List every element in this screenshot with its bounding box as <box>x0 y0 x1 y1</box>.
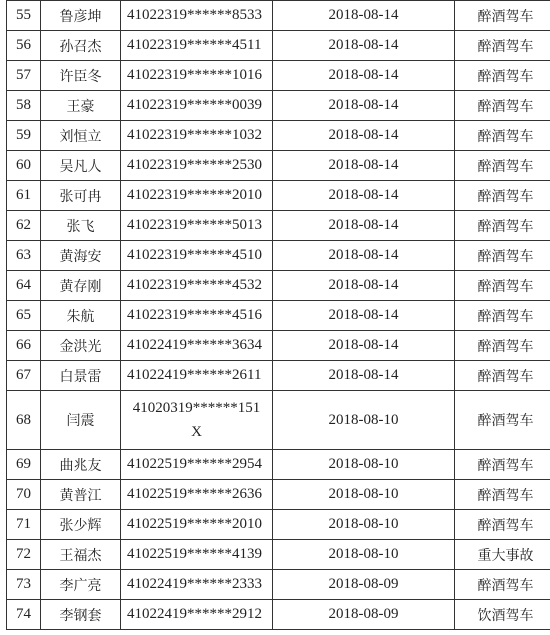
row-number: 72 <box>7 540 41 570</box>
violation-type: 醉酒驾车 <box>455 91 550 121</box>
id-number: 41022319******1032 <box>121 121 273 151</box>
violation-type: 醉酒驾车 <box>455 480 550 510</box>
id-number: 41022319******2530 <box>121 151 273 181</box>
id-number: 41022319******4511 <box>121 31 273 61</box>
violation-type: 醉酒驾车 <box>455 301 550 331</box>
id-number: 41022319******8533 <box>121 1 273 31</box>
table-row <box>7 331 550 361</box>
record-date: 2018-08-14 <box>273 121 455 151</box>
person-name: 许臣冬 <box>41 61 121 91</box>
row-number: 71 <box>7 510 41 540</box>
person-name: 张可冉 <box>41 181 121 211</box>
row-number: 56 <box>7 31 41 61</box>
id-number: 41022319******5013 <box>121 211 273 241</box>
row-number: 55 <box>7 1 41 31</box>
person-name: 朱航 <box>41 301 121 331</box>
id-number: 41022419******2912 <box>121 600 273 630</box>
violation-type: 醉酒驾车 <box>455 510 550 540</box>
person-name: 黄存刚 <box>41 271 121 301</box>
violation-type: 醉酒驾车 <box>455 391 550 450</box>
row-number: 58 <box>7 91 41 121</box>
record-date: 2018-08-14 <box>273 301 455 331</box>
id-number: 41022319******0039 <box>121 91 273 121</box>
table-row <box>7 121 550 151</box>
person-name: 曲兆友 <box>41 450 121 480</box>
table-row <box>7 211 550 241</box>
person-name: 王福杰 <box>41 540 121 570</box>
id-number: 41022319******2010 <box>121 181 273 211</box>
table-row <box>7 480 550 510</box>
record-date: 2018-08-14 <box>273 31 455 61</box>
violation-type: 醉酒驾车 <box>455 570 550 600</box>
person-name: 孙召杰 <box>41 31 121 61</box>
row-number: 68 <box>7 391 41 450</box>
person-name: 黄普江 <box>41 480 121 510</box>
violation-type: 饮酒驾车 <box>455 600 550 630</box>
row-number: 61 <box>7 181 41 211</box>
row-number: 70 <box>7 480 41 510</box>
record-date: 2018-08-14 <box>273 331 455 361</box>
record-date: 2018-08-09 <box>273 600 455 630</box>
violation-type: 醉酒驾车 <box>455 1 550 31</box>
row-number: 65 <box>7 301 41 331</box>
table-row <box>7 271 550 301</box>
table-row <box>7 151 550 181</box>
id-number: 41022319******4516 <box>121 301 273 331</box>
violation-type: 醉酒驾车 <box>455 211 550 241</box>
table-row <box>7 450 550 480</box>
row-number: 69 <box>7 450 41 480</box>
violation-type: 醉酒驾车 <box>455 271 550 301</box>
record-date: 2018-08-14 <box>273 181 455 211</box>
row-number: 73 <box>7 570 41 600</box>
record-date: 2018-08-10 <box>273 540 455 570</box>
record-date: 2018-08-10 <box>273 391 455 450</box>
violation-type: 醉酒驾车 <box>455 151 550 181</box>
record-date: 2018-08-09 <box>273 570 455 600</box>
table-row <box>7 181 550 211</box>
violation-type: 醉酒驾车 <box>455 241 550 271</box>
record-date: 2018-08-10 <box>273 480 455 510</box>
id-number-line-2: X <box>191 424 202 440</box>
id-number: 41022519******2636 <box>121 480 273 510</box>
row-number: 67 <box>7 361 41 391</box>
person-name: 闫震 <box>41 391 121 450</box>
row-number: 59 <box>7 121 41 151</box>
person-name: 白景雷 <box>41 361 121 391</box>
table-row <box>7 1 550 31</box>
violation-type: 醉酒驾车 <box>455 61 550 91</box>
table-row <box>7 61 550 91</box>
id-number: 41022319******1016 <box>121 61 273 91</box>
record-date: 2018-08-14 <box>273 361 455 391</box>
record-date: 2018-08-14 <box>273 1 455 31</box>
person-name: 金洪光 <box>41 331 121 361</box>
table-row <box>7 31 550 61</box>
person-name: 张飞 <box>41 211 121 241</box>
person-name: 张少辉 <box>41 510 121 540</box>
violation-type: 醉酒驾车 <box>455 361 550 391</box>
record-table <box>6 0 550 630</box>
table-row <box>7 91 550 121</box>
violation-type: 醉酒驾车 <box>455 121 550 151</box>
id-number: 41022519******4139 <box>121 540 273 570</box>
table-row <box>7 540 550 570</box>
record-date: 2018-08-14 <box>273 91 455 121</box>
person-name: 刘恒立 <box>41 121 121 151</box>
violation-type: 醉酒驾车 <box>455 450 550 480</box>
person-name: 李广亮 <box>41 570 121 600</box>
table-row <box>7 241 550 271</box>
row-number: 64 <box>7 271 41 301</box>
record-table-body <box>7 1 550 630</box>
violation-type: 醉酒驾车 <box>455 31 550 61</box>
id-number: 41022319******4532 <box>121 271 273 301</box>
row-number: 60 <box>7 151 41 181</box>
violation-type: 重大事故 <box>455 540 550 570</box>
table-row <box>7 361 550 391</box>
id-number: 41022419******2333 <box>121 570 273 600</box>
row-number: 66 <box>7 331 41 361</box>
table-row <box>7 570 550 600</box>
record-date: 2018-08-14 <box>273 271 455 301</box>
person-name: 鲁彦坤 <box>41 1 121 31</box>
id-number: 41022419******3634 <box>121 331 273 361</box>
id-number: 41022419******2611 <box>121 361 273 391</box>
record-date: 2018-08-14 <box>273 241 455 271</box>
record-date: 2018-08-14 <box>273 211 455 241</box>
person-name: 黄海安 <box>41 241 121 271</box>
table-row <box>7 391 550 450</box>
record-table-container <box>6 0 550 630</box>
record-date: 2018-08-14 <box>273 61 455 91</box>
violation-type: 醉酒驾车 <box>455 181 550 211</box>
row-number: 62 <box>7 211 41 241</box>
row-number: 57 <box>7 61 41 91</box>
row-number: 63 <box>7 241 41 271</box>
record-date: 2018-08-10 <box>273 450 455 480</box>
violation-type: 醉酒驾车 <box>455 331 550 361</box>
table-row <box>7 301 550 331</box>
id-number <box>121 391 273 450</box>
record-date: 2018-08-10 <box>273 510 455 540</box>
record-date: 2018-08-14 <box>273 151 455 181</box>
person-name: 王豪 <box>41 91 121 121</box>
id-number-line-1: 41020319******151 <box>132 400 261 416</box>
id-number: 41022519******2954 <box>121 450 273 480</box>
id-number: 41022519******2010 <box>121 510 273 540</box>
table-row <box>7 600 550 630</box>
row-number: 74 <box>7 600 41 630</box>
id-number: 41022319******4510 <box>121 241 273 271</box>
person-name: 李钢套 <box>41 600 121 630</box>
person-name: 吴凡人 <box>41 151 121 181</box>
table-row <box>7 510 550 540</box>
